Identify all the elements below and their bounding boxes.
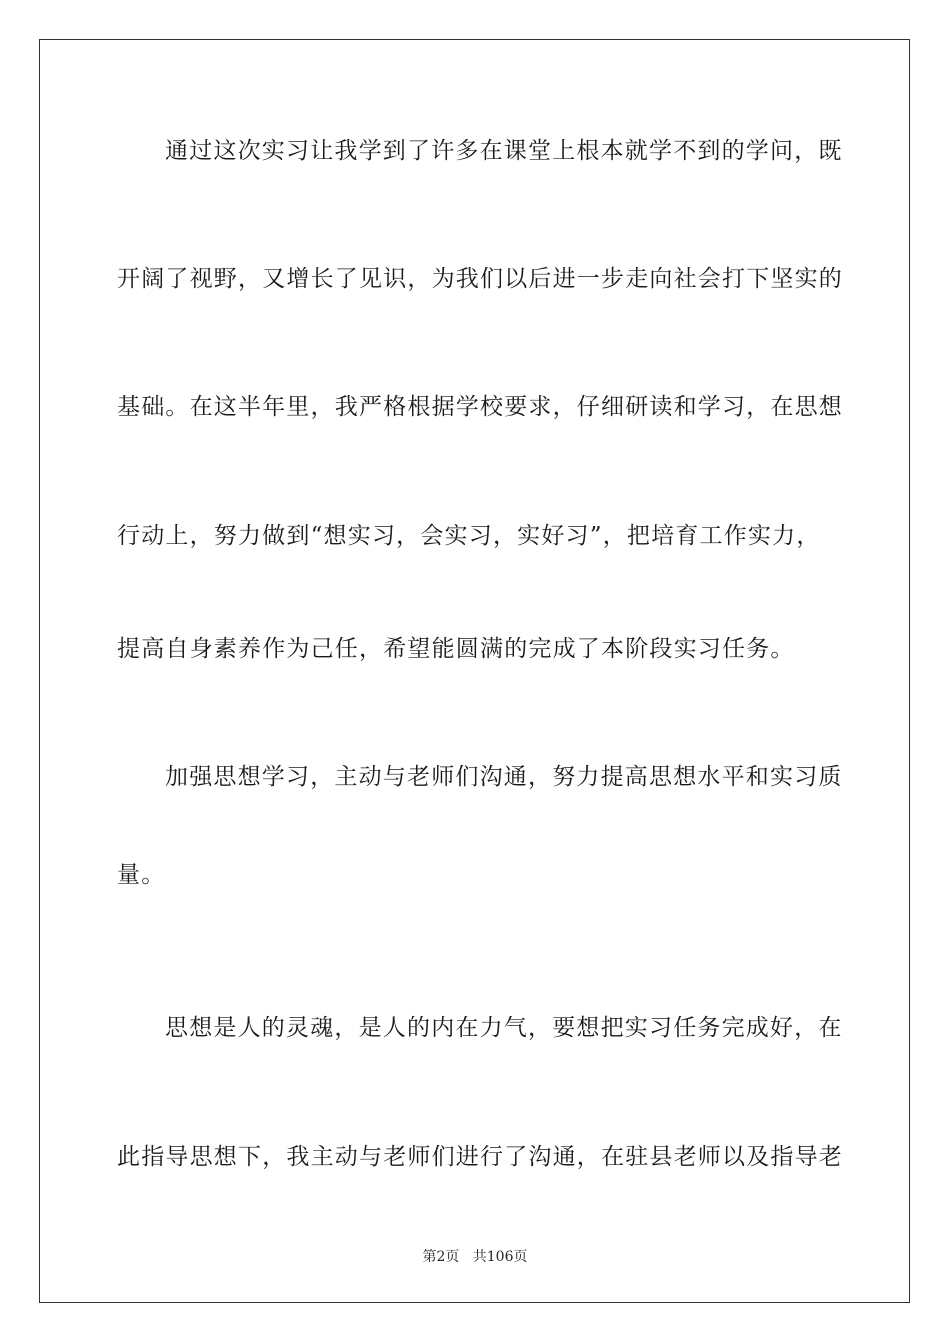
paragraph-2-line-1: 加强思想学习，主动与老师们沟通，努力提高思想水平和实习质 bbox=[165, 764, 843, 790]
paragraph-1-line-2: 开阔了视野，又增长了见识，为我们以后进一步走向社会打下坚实的 bbox=[117, 266, 843, 292]
page-number-total: 共106页 bbox=[472, 1249, 528, 1265]
page-number-current: 第2页 bbox=[422, 1249, 460, 1265]
paragraph-1-line-4: 行动上，努力做到“想实习，会实习，实好习”，把培育工作实力， bbox=[117, 523, 821, 549]
paragraph-3-line-2: 此指导思想下，我主动与老师们进行了沟通，在驻县老师以及指导老 bbox=[117, 1144, 843, 1170]
paragraph-1-line-3: 基础。在这半年里，我严格根据学校要求，仔细研读和学习，在思想 bbox=[117, 394, 843, 420]
paragraph-1-line-5: 提高自身素养作为己任，希望能圆满的完成了本阶段实习任务。 bbox=[117, 636, 795, 662]
page-footer bbox=[0, 1248, 950, 1266]
paragraph-1-line-1: 通过这次实习让我学到了许多在课堂上根本就学不到的学问，既 bbox=[165, 138, 843, 164]
page-border bbox=[39, 39, 910, 1303]
paragraph-3-line-1: 思想是人的灵魂，是人的内在力气，要想把实习任务完成好，在 bbox=[165, 1015, 843, 1041]
paragraph-2-line-2: 量。 bbox=[117, 862, 166, 888]
